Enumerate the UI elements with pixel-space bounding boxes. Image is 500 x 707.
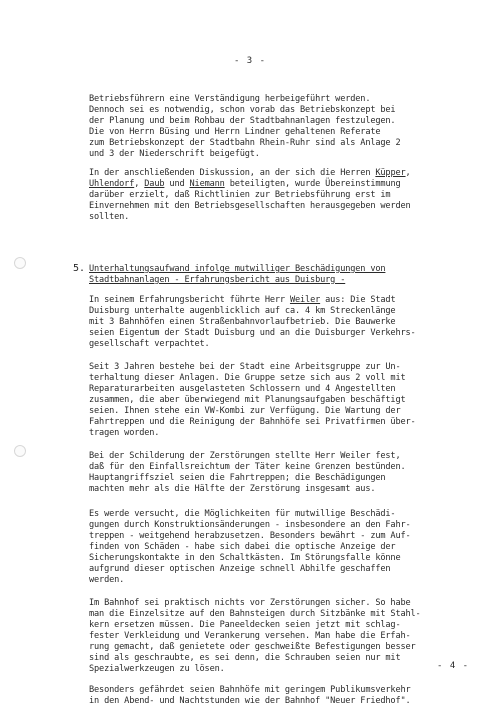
- section-heading: Unterhaltungsaufwand infolge mutwilliger Beschädigungen von Stadtbahnanlagen - Erfahrungsbericht aus Duisburg -: [89, 264, 386, 285]
- page-number-bottom: - 4 -: [437, 661, 470, 671]
- discussion-intro: In der anschließenden Diskussion, an der sich die Herren: [89, 168, 376, 178]
- section-number: 5.: [73, 263, 86, 274]
- name-kuepper: Küpper: [375, 168, 406, 178]
- paragraph-zerstoerungen: Bei der Schilderung der Zerstörungen stellte Herr Weiler fest, daß für den Einfallsreichtum der Täter keine Grenzen bestünden. Hauptangriffsziel seien die Fahrtreppen; die Beschädigungen machten mehr als die Hälfte der Zerstörung insgesamt aus.: [89, 451, 406, 494]
- name-weiler: Weiler: [289, 295, 321, 305]
- punch-hole: [14, 257, 26, 269]
- paragraph-discussion: [89, 168, 489, 223]
- paragraph-konstruktion: Es werde versucht, die Möglichkeiten für mutwillige Beschädi- gungen durch Konstruktionsänderungen - insbesondere an den Fahr- treppen - weitgehend herabzusetzen. Besonders bewährt - zum Auf- finden von Schäden - habe sich dabei die optische Anzeige der Sicherungskontakte in den Schaltkästen. Im Störungsfalle könne aufgrund dieser optischen Anzeige schnell Abhilfe geschaffen werden.: [89, 509, 411, 585]
- discussion-rest: beteiligten, wurde Übereinstimmung darüber erzielt, daß Richtlinien zur Betriebsführung erst im Einvernehmen mit den Betriebsgesellschaften herausgegeben werden sollten.: [89, 179, 411, 222]
- name-uhlendorf: Uhlendorf: [89, 179, 135, 189]
- discussion-separator: und: [164, 179, 190, 189]
- page-number-top: - 3 -: [233, 56, 267, 66]
- paragraph-bahnhof: Im Bahnhof sei praktisch nichts vor Zerstörungen sicher. So habe man die Einzelsitze auf den Bahnsteigen durch Sitzbänke mit Stahl- kern ersetzen müssen. Die Paneeldecken seien jetzt mit schlag- fester Verkleidung und Verankerung versehen. Man habe die Erfah- rung gemacht, daß genietete oder geschweißte Befestigungen besser sind als geschraubte, es sei denn, die Schrauben seien nur mit Spezialwerkzeugen zu lösen.: [89, 598, 421, 674]
- discussion-separator: ,: [134, 179, 145, 189]
- discussion-separator: ,: [405, 168, 411, 178]
- paragraph-arbeitsgruppe: Seit 3 Jahren bestehe bei der Stadt eine Arbeitsgruppe zur Un- terhaltung dieser Anlagen. Die Gruppe setze sich aus 2 voll mit Reparaturarbeiten ausgelasteten Schlossern und 4 Angestellten zusammen, die aber überwiegend mit Planungsaufgaben beschäftigt seien. Ihnen stehe ein VW-Kombi zur Verfügung. Die Wartung der Fahrtreppen und die Reinigung der Bahnhöfe sei Privatfirmen über- tragen worden.: [89, 362, 416, 438]
- punch-hole: [14, 445, 26, 457]
- report-intro-after: aus: Die Stadt Duisburg unterhalte augenblicklich auf ca. 4 km Streckenlänge mit 3 Bahnhöfen einen Straßenbahnvorlaufbetrieb. Die Bauwerke seien Eigentum der Stadt Duisburg und an die Duisburger Verkehrs- gesellschaft verpachtet.: [89, 295, 416, 349]
- paragraph-report-intro: [89, 295, 489, 350]
- paragraph-gefaehrdet: Besonders gefährdet seien Bahnhöfe mit geringem Publikumsverkehr in den Abend- und Nachtstunden wie der Bahnhof "Neuer Friedhof".: [89, 685, 411, 706]
- name-daub: Daub: [144, 179, 165, 189]
- paragraph-betriebskonzept: Betriebsführern eine Verständigung herbeigeführt werden. Dennoch sei es notwendig, schon vorab das Betriebskonzept bei der Planung und beim Rohbau der Stadtbahnanlagen festzulegen. Die von Herrn Büsing und Herrn Lindner gehaltenen Referate zum Betriebskonzept der Stadtbahn Rhein-Ruhr sind als Anlage 2 und 3 der Niederschrift beigefügt.: [89, 94, 401, 159]
- report-intro-before: In seinem Erfahrungsbericht führte Herr: [89, 295, 290, 305]
- name-niemann: Niemann: [189, 179, 225, 189]
